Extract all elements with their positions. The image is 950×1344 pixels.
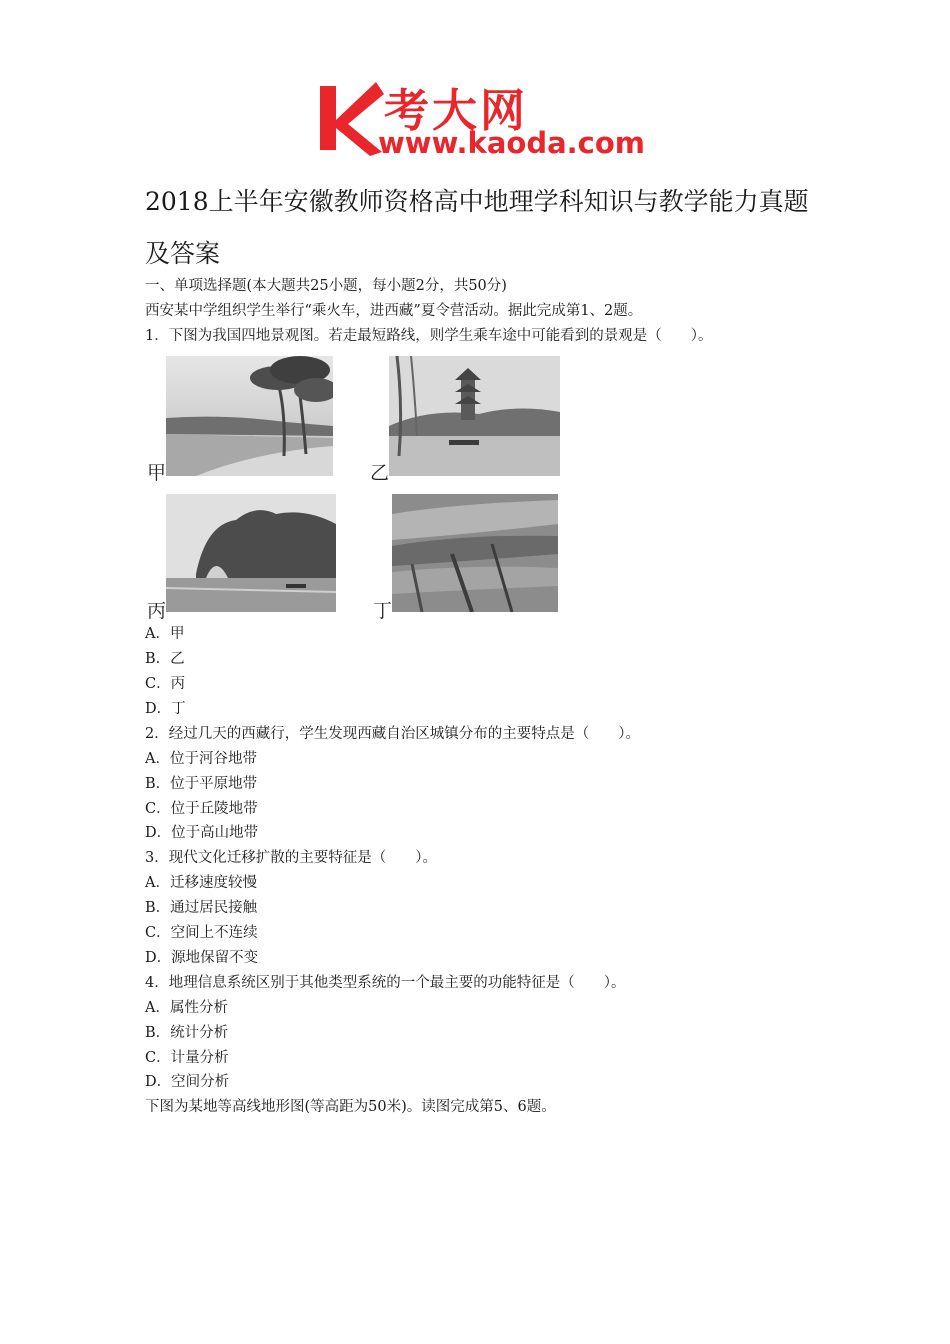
q2-option-b: B．位于平原地带 [145, 776, 258, 792]
logo-brand-text: 考大网 [384, 84, 529, 137]
q3-option-d: D．源地保留不变 [145, 950, 259, 966]
outro-text: 下图为某地等高线地形图(等高距为50米)。读图完成第5、6题。 [145, 1099, 556, 1115]
photo-label-bing: 丙 [147, 600, 167, 622]
logo-url-text: www.kaoda.com [378, 126, 645, 160]
q2-option-c: C．位于丘陵地带 [145, 801, 258, 817]
q4-option-d: D．空间分析 [145, 1074, 230, 1090]
photo-label-yi: 乙 [370, 462, 390, 484]
q2-option-d: D．位于高山地带 [145, 825, 259, 841]
photo-label-ding: 丁 [373, 600, 393, 622]
question-3-stem: 3．现代文化迁移扩散的主要特征是（ ）。 [145, 850, 437, 866]
q4-option-a: A．属性分析 [145, 1000, 228, 1016]
intro-text: 西安某中学组织学生举行“乘火车，进西藏”夏令营活动。据此完成第1、2题。 [145, 303, 643, 319]
question-4-stem: 4．地理信息系统区别于其他类型系统的一个最主要的功能特征是（ ）。 [145, 975, 626, 991]
photo-ding-loess [392, 494, 558, 612]
question-2-stem: 2．经过几天的西藏行，学生发现西藏自治区城镇分布的主要特点是（ ）。 [145, 726, 640, 742]
q1-option-c: C．丙 [145, 676, 186, 692]
q1-option-a: A．甲 [145, 626, 185, 642]
q1-option-d: D．丁 [145, 701, 186, 717]
photo-jia-beach [166, 356, 333, 476]
q1-option-b: B．乙 [145, 651, 185, 667]
photo-bing-karst [166, 494, 336, 612]
q3-option-c: C．空间上不连续 [145, 925, 258, 941]
photo-label-jia: 甲 [147, 462, 167, 484]
section-heading: 一、单项选择题(本大题共25小题，每小题2分，共50分) [145, 278, 507, 294]
photo-yi-pagoda [389, 356, 560, 476]
q3-option-a: A．迁移速度较慢 [145, 875, 257, 891]
page-title: 2018上半年安徽教师资格高中地理学科知识与教学能力真题及答案 [145, 187, 809, 268]
kaoda-logo [318, 78, 648, 160]
question-1-stem: 1．下图为我国四地景观图。若走最短路线，则学生乘车途中可能看到的景观是（ ）。 [145, 328, 713, 344]
q4-option-c: C．计量分析 [145, 1050, 229, 1066]
q2-option-a: A．位于河谷地带 [145, 751, 257, 767]
q4-option-b: B．统计分析 [145, 1025, 229, 1041]
q3-option-b: B．通过居民接触 [145, 900, 258, 916]
